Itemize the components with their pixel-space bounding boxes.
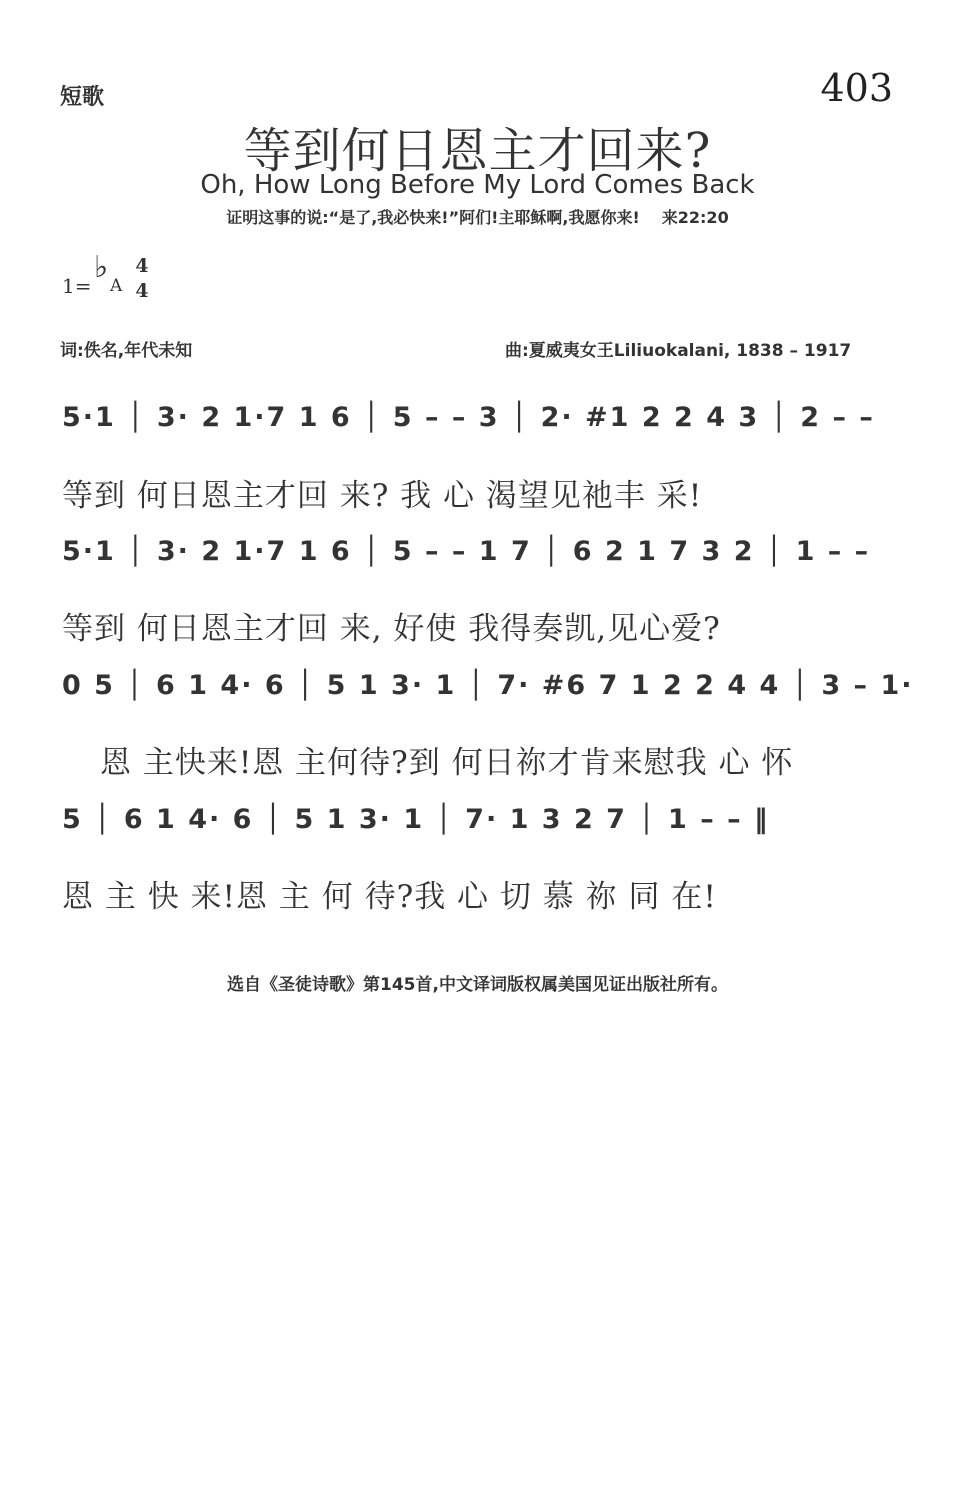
lyrics-line-3: 恩 主快来!恩 主何待?到 何日祢才肯来慰我 心 怀 [100, 745, 794, 781]
lyrics-line-1: 等到 何日恩主才回 来? 我 心 渴望见祂丰 采! [62, 478, 703, 514]
time-signature-bottom: 4 [135, 280, 149, 302]
notation-line-3 [62, 670, 914, 722]
composer-credit: 曲:夏威夷女王Liliuokalani, 1838 – 1917 [505, 341, 852, 361]
notation-line-2 [62, 536, 897, 588]
notation-line-4 [62, 804, 897, 856]
notation-text: 5 │ 6 1 4· 6 │ 5 1 3· 1 │ 7· 1 3 2 7 │ 1 – – ‖ [62, 804, 770, 835]
notation-text: 5·1 │ 3· 2 1·7 1 6 │ 5 – – 3 │ 2· #1 2 2 4 3 │ 2 – – [62, 402, 875, 433]
time-signature [132, 254, 152, 304]
english-title: Oh, How Long Before My Lord Comes Back [200, 170, 755, 200]
copyright-source: 选自《圣徒诗歌》第145首,中文译词版权属美国见证出版社所有。 [227, 975, 728, 995]
time-signature-top: 4 [135, 255, 149, 277]
scripture-text: 证明这事的说:“是了,我必快来!”阿们!主耶稣啊,我愿你来! [226, 208, 640, 227]
scripture-reference: 来22:20 [661, 208, 729, 227]
lyrics-line-4: 恩 主 快 来!恩 主 何 待?我 心 切 慕 祢 同 在! [62, 879, 717, 915]
key-prefix: 1= [62, 274, 92, 298]
notation-line-1 [62, 402, 897, 454]
lyricist-credit: 词:佚名,年代未知 [60, 341, 193, 361]
flat-sign: ♭ [94, 250, 109, 285]
scripture-quote [0, 205, 955, 228]
hymn-number: 403 [820, 66, 893, 110]
category-label: 短歌 [60, 84, 105, 110]
page-title: 等到何日恩主才回来? [243, 123, 712, 179]
lyrics-line-2: 等到 何日恩主才回 来, 好使 我得奏凯,见心爱? [62, 611, 721, 647]
key-letter: A [110, 276, 123, 296]
notation-text: 5·1 │ 3· 2 1·7 1 6 │ 5 – – 1 7 │ 6 2 1 7 3 2 │ 1 – – [62, 536, 871, 567]
notation-text: 0 5 │ 6 1 4· 6 │ 5 1 3· 1 │ 7· #6 7 1 2 2 4 4 │ 3 – 1· [62, 670, 914, 701]
